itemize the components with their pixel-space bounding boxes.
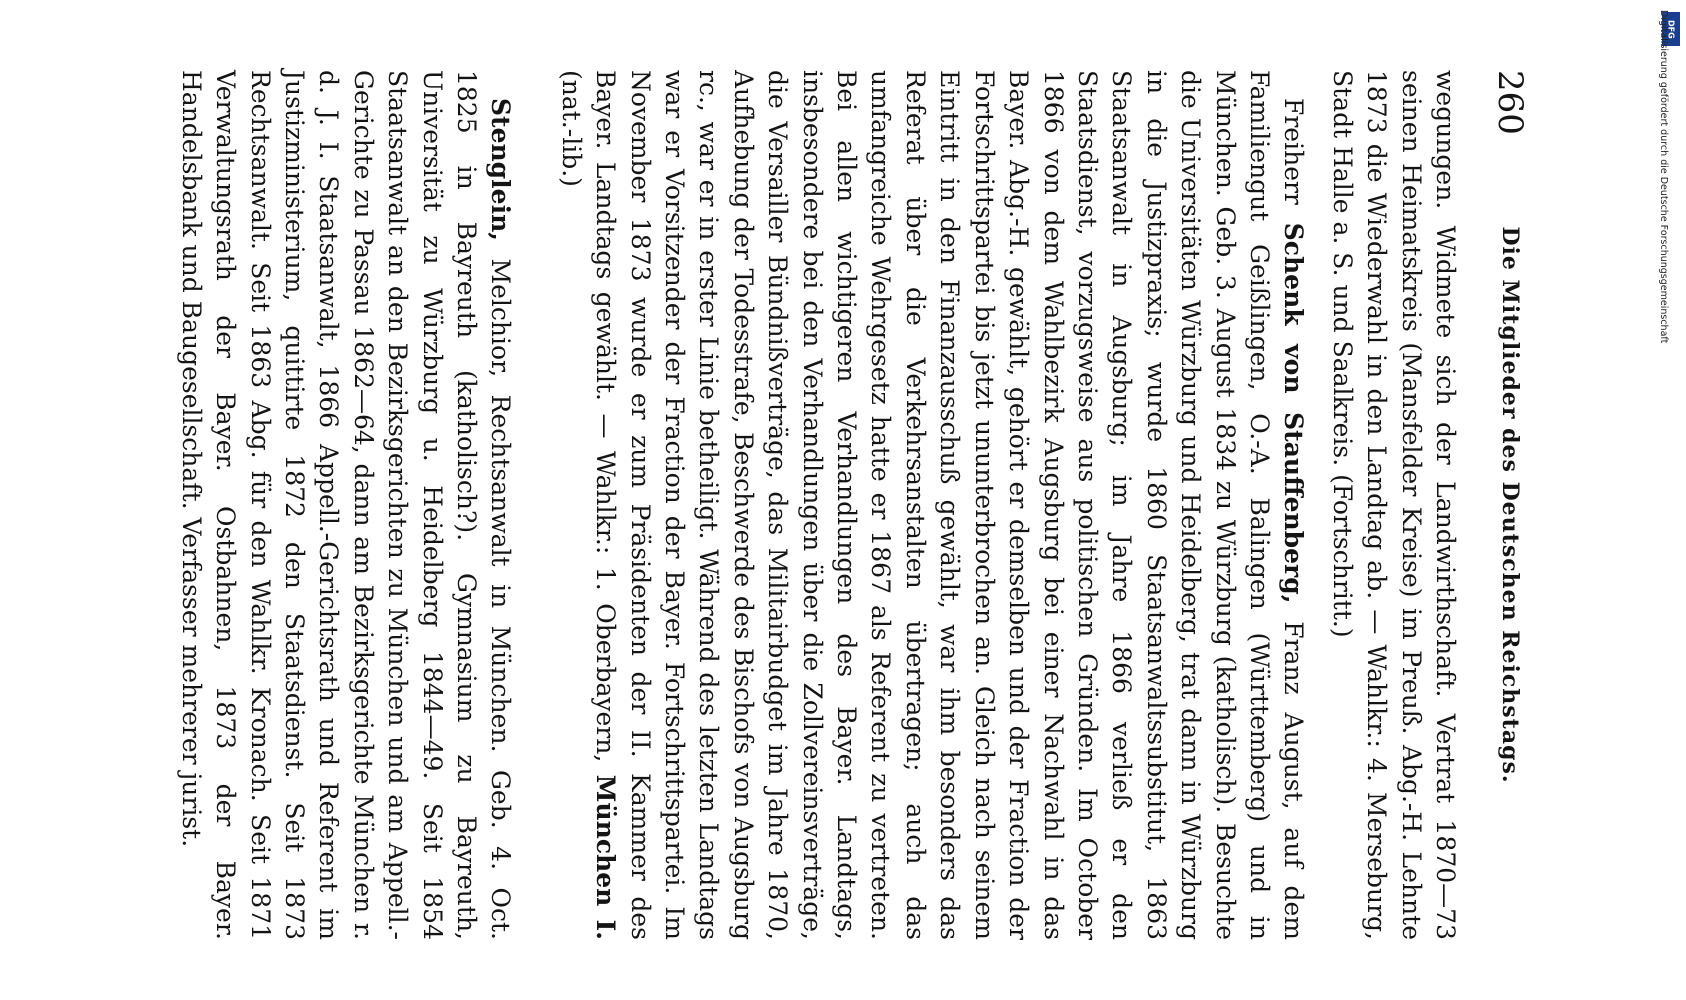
entry-name: Stenglein, bbox=[486, 98, 516, 241]
book-page bbox=[80, 70, 1540, 940]
entry-text: wegungen. Widmete sich der Landwirthschaft. Vertrat 1870—73 seinen Heimatskreis (Mansfelder Kreise) im Preuß. Abg.-H. Lehnte 1873 die Wiederwahl in den Landtag ab. — Wahlkr.: 4. Merseburg, Stadt Halle a. S. und Saalkreis. (Fortschritt.) bbox=[1327, 70, 1460, 940]
entry-district: München I. bbox=[591, 774, 621, 940]
entry-stenglein bbox=[173, 70, 517, 940]
running-head bbox=[1480, 70, 1540, 940]
entry-stauffenberg bbox=[553, 70, 1310, 940]
digitization-credit: Digitalisierung gefördert durch die Deutsche Forschungsgemeinschaft bbox=[1658, 10, 1669, 344]
entry-name: Schenk von Stauffenberg, bbox=[1279, 222, 1309, 604]
entry-prefix: Freiherr bbox=[1279, 98, 1309, 205]
page-body bbox=[173, 70, 1462, 940]
dfg-logo-icon: DFG bbox=[1662, 12, 1680, 46]
entry-continuation bbox=[1324, 70, 1462, 940]
entry-party: (nat.-lib.) bbox=[556, 70, 586, 187]
entry-text: Franz August, auf dem Familiengut Geißlingen, O.-A. Balingen (Württemberg) und in München. Geb. 3. August 1834 zu Würzburg (katholisch). Besuchte die Universitäten Würzburg und Heidelberg, trat dann in Würzburg in die Justizpraxis; wurde 1860 Staatsanwaltssubstitut, 1863 Staatsanwalt in Augsburg; im Jahre 1866 verließ er den Staatsdienst, vorzugsweise aus politischen Gründen. Im October 1866 von dem Wahlbezirk Augsburg bei einer Nachwahl in das Bayer. Abg.-H. gewählt, gehört er demselben und der Fraction der Fortschrittspartei bis jetzt ununterbrochen an. Gleich nach seinem Eintritt in den Finanzausschuß gewählt, war ihm besonders das Referat über die Verkehrsanstalten übertragen; auch das umfangreiche Wehrgesetz hatte er 1867 als Referent zu vertreten. Bei allen wichtigeren Verhandlungen des Bayer. Landtags, insbesondere bei den Verhandlungen über die Zollvereinsverträge, die Versailler Bündnißverträge, das Militairbudget im Jahre 1870, Aufhebung der Todesstrafe, Beschwerde des Bischofs von Augsburg rc., war er in erster Linie betheiligt. Während des letzten Landtags war er Vorsitzender der Fraction der Bayer. Fortschrittspartei. Im November 1873 wurde er zum Präsidenten der II. Kammer des Bayer. Landtags gewählt. — Wahlkr.: 1. Oberbayern, bbox=[591, 70, 1309, 941]
page-number: 260 bbox=[1490, 70, 1530, 135]
entry-text: Melchior, Rechtsanwalt in München. Geb. 4. Oct. 1825 in Bayreuth (katholisch?). Gymnasium zu Bayreuth, Universität zu Würzburg u. Heidelberg 1844—49. Seit 1854 Staatsanwalt an den Bezirksgerichten zu München und am Appell.-Gerichte zu Passau 1862—64, dann am Bezirksgerichte München r. d. J. I. Staatsanwalt, 1866 Appell.-Gerichtsrath und Referent im Justizministerium, quittirte 1872 den Staatsdienst. Seit 1873 Rechtsanwalt. Seit 1863 Abg. für den Wahlkr. Kronach. Seit 1871 Verwaltungsrath der Bayer. Ostbahnen, 1873 der Bayer. Handelsbank und Baugesellschaft. Verfasser mehrerer jurist. bbox=[176, 70, 516, 941]
running-title: Die Mitglieder des Deutschen Reichstags. bbox=[1497, 226, 1523, 784]
